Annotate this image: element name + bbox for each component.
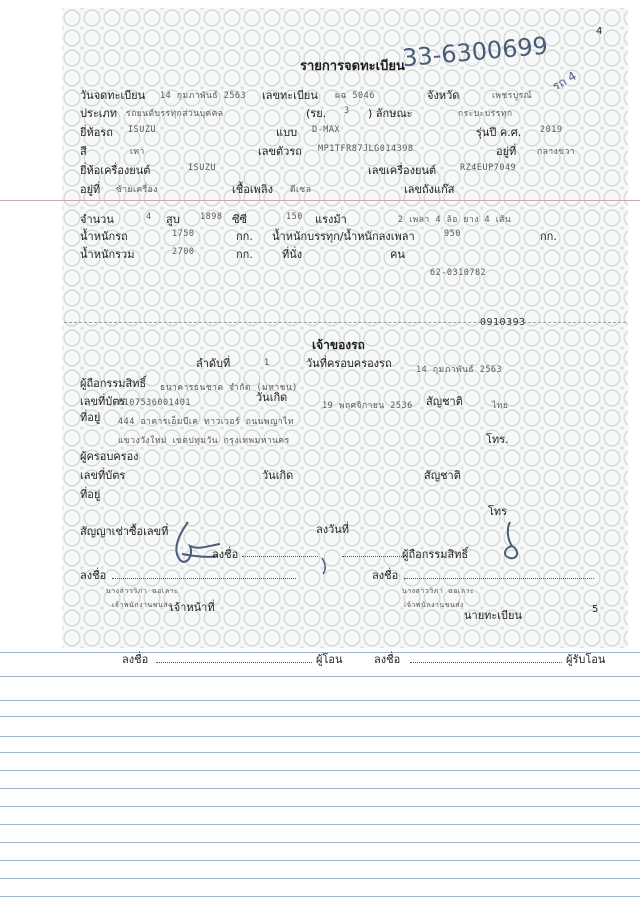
transfer-sign-label: ลงชื่อ [122, 653, 149, 666]
ruled-line [0, 842, 640, 843]
model-label: แบบ [276, 126, 298, 139]
owner-label: ผู้ถือกรรมสิทธิ์ [80, 377, 147, 390]
order-value: 1 [264, 358, 270, 368]
engine-no-label: เลขเครื่องยนต์ [368, 164, 437, 177]
province-label: จังหวัด [427, 89, 460, 102]
possess-date-value: 14 กุมภาพันธ์ 2563 [416, 365, 503, 375]
pen-mark [318, 556, 330, 576]
location-label: อยู่ที่ [496, 145, 517, 158]
count-value: 4 [146, 212, 152, 222]
transferee-sign-line [410, 662, 562, 663]
color-value: เทา [130, 147, 145, 157]
hp-label: แรงม้า [315, 213, 347, 226]
type-value: รถยนต์บรรทุกส่วนบุคคล [126, 109, 224, 119]
ruled-line [0, 716, 640, 717]
ruled-line [0, 878, 640, 879]
at-label: อยู่ที่ [80, 183, 101, 196]
cyl-label: สูบ [166, 213, 180, 226]
sign-date-label: ลงวันที่ [316, 523, 350, 536]
nature-label: ) ลักษณะ [368, 107, 413, 120]
red-rule [0, 200, 640, 201]
right-stamp-name: นางสาววิภา ฉอเลาะ [402, 587, 475, 595]
right-sign-line [404, 578, 594, 579]
engine-brand-label: ยี่ห้อเครื่องยนต์ [80, 164, 151, 177]
type-label: ประเภท [80, 107, 118, 120]
ruled-line [0, 824, 640, 825]
total-label: น้ำหนักรวม [80, 248, 135, 261]
gas-label: เลขถังแก๊ส [404, 183, 455, 196]
possess-date-label: วันที่ครอบครองรถ [306, 357, 392, 370]
weight-value: 1750 [172, 229, 195, 239]
address-line-1: 444 อาคารเอ็มบีเค ทาวเวอร์ ถนนพญาไท [118, 417, 294, 427]
owner-sign-label: ผู้ถือกรรมสิทธิ์ [402, 548, 469, 561]
transferor-label: ผู้โอน [316, 653, 343, 666]
page-corner-number: 4 [596, 26, 603, 37]
ruled-line [0, 752, 640, 753]
nation-label: สัญชาติ [426, 395, 463, 408]
signature-scribble-right [496, 520, 526, 562]
ruled-line [0, 788, 640, 789]
reg-no-label: เลขทะเบียน [262, 89, 318, 102]
cc-label: ซีซี [232, 213, 247, 226]
reg-no-value: ผฉ 5046 [335, 91, 375, 101]
id-value: 0107536001401 [118, 398, 192, 408]
nature-value: กระบะบรรทุก [458, 109, 513, 119]
holder-label: ผู้ครอบครอง [80, 450, 139, 463]
address-line-2: แขวงวังใหม่ เขตปทุมวัน กรุงเทพมหานคร [118, 436, 290, 446]
ruled-line [0, 700, 640, 701]
order-label: ลำดับที่ [196, 357, 231, 370]
registrar-label: นายทะเบียน [464, 609, 523, 622]
birth-label: วันเกิด [256, 391, 288, 404]
divider-number: 0910393 [480, 317, 526, 328]
page-number: 5 [592, 604, 599, 615]
seat-label: ที่นั่ง [282, 248, 303, 261]
owner-value: ธนาคารธนชาต จำกัด (มหาชน) [160, 383, 298, 393]
kg-label-1: กก. [236, 230, 253, 243]
handwritten-number: 33-6300699 [401, 31, 550, 73]
id2-label: เลขที่บัตร [80, 469, 126, 482]
transfer-sign-line [156, 662, 312, 663]
owner-section-title: เจ้าของรถ [312, 338, 365, 352]
transferee-label: ผู้รับโอน [566, 653, 606, 666]
rs-value: 3 [344, 106, 350, 116]
officer-label: เจ้าหน้าที่ [170, 601, 215, 614]
engine-brand-value: ISUZU [188, 163, 217, 173]
address-label: ที่อยู่ [80, 411, 101, 424]
axle-value: 2 เพลา 4 ล้อ ยาง 4 เส้น [398, 215, 512, 225]
ruled-line [0, 806, 640, 807]
right-sign-label: ลงชื่อ [372, 569, 399, 582]
person-label: คน [390, 248, 405, 261]
left-stamp-position: เจ้าพนักงานขนส่ง [112, 601, 172, 609]
sign-line [242, 556, 318, 557]
cc-value: 1898 [200, 212, 223, 222]
tel2-label: โทร [488, 505, 508, 518]
chassis-value: MP1TFR87JLG014398 [318, 144, 414, 154]
nation2-label: สัญชาติ [424, 469, 461, 482]
load-label: น้ำหนักบรรทุก/น้ำหนักลงเพลา [272, 230, 415, 243]
ref-number: 62-0310782 [430, 268, 487, 278]
id-label: เลขที่บัตร [80, 395, 126, 408]
ruled-line [0, 676, 640, 677]
address2-label: ที่อยู่ [80, 488, 101, 501]
birth2-label: วันเกิด [262, 469, 294, 482]
ruled-line [0, 896, 640, 897]
rs-label: (รย. [306, 107, 327, 120]
document-page [62, 8, 628, 648]
fuel-label: เชื้อเพลิง [232, 183, 273, 196]
reg-date-label: วันจดทะเบียน [80, 89, 146, 102]
location-value: กลางขวา [537, 147, 576, 157]
province-value: เพชรบูรณ์ [492, 91, 533, 101]
ruled-line [0, 736, 640, 737]
reg-date-value: 14 กุมภาพันธ์ 2563 [160, 91, 247, 101]
chassis-label: เลขตัวรถ [258, 145, 302, 158]
fuel-value: ดีเซล [290, 185, 312, 195]
ruled-line [0, 860, 640, 861]
ruled-line [0, 770, 640, 771]
left-sign-line [112, 578, 296, 579]
load-value: 950 [444, 229, 461, 239]
transfer-sign2-label: ลงชื่อ [374, 653, 401, 666]
year-label: รุ่นปี ค.ศ. [476, 126, 522, 139]
weight-label: น้ำหนักรถ [80, 230, 128, 243]
tel-label: โทร. [486, 433, 509, 446]
owner-sign-line [342, 556, 402, 557]
birth-value: 19 พฤศจิกายน 2536 [322, 401, 413, 411]
corner-scrawl: รถ 4 [549, 68, 579, 94]
year-value: 2019 [540, 125, 563, 135]
left-sign-label: ลงชื่อ [80, 569, 107, 582]
kg-label-3: กก. [236, 248, 253, 261]
model-value: D-MAX [312, 125, 341, 135]
at-value: ซ้ายเครื่อง [116, 185, 158, 195]
color-label: สี [80, 145, 87, 158]
contract-label: สัญญาเช่าซื้อเลขที่ [80, 525, 169, 538]
kg-label-2: กก. [540, 230, 557, 243]
section-divider [64, 322, 626, 323]
hp-value: 150 [286, 212, 303, 222]
page-title: รายการจดทะเบียน [300, 59, 405, 74]
brand-value: ISUZU [128, 125, 157, 135]
engine-no-value: RZ4EUP7049 [460, 163, 517, 173]
count-label: จำนวน [80, 213, 114, 226]
total-value: 2700 [172, 247, 195, 257]
brand-label: ยี่ห้อรถ [80, 126, 113, 139]
left-stamp-name: นางสาววิภา ฉอเลาะ [106, 587, 179, 595]
right-stamp-position: เจ้าพนักงานขนส่ง [404, 601, 464, 609]
nation-value: ไทย [492, 401, 509, 411]
sign-label: ลงชื่อ [212, 548, 239, 561]
